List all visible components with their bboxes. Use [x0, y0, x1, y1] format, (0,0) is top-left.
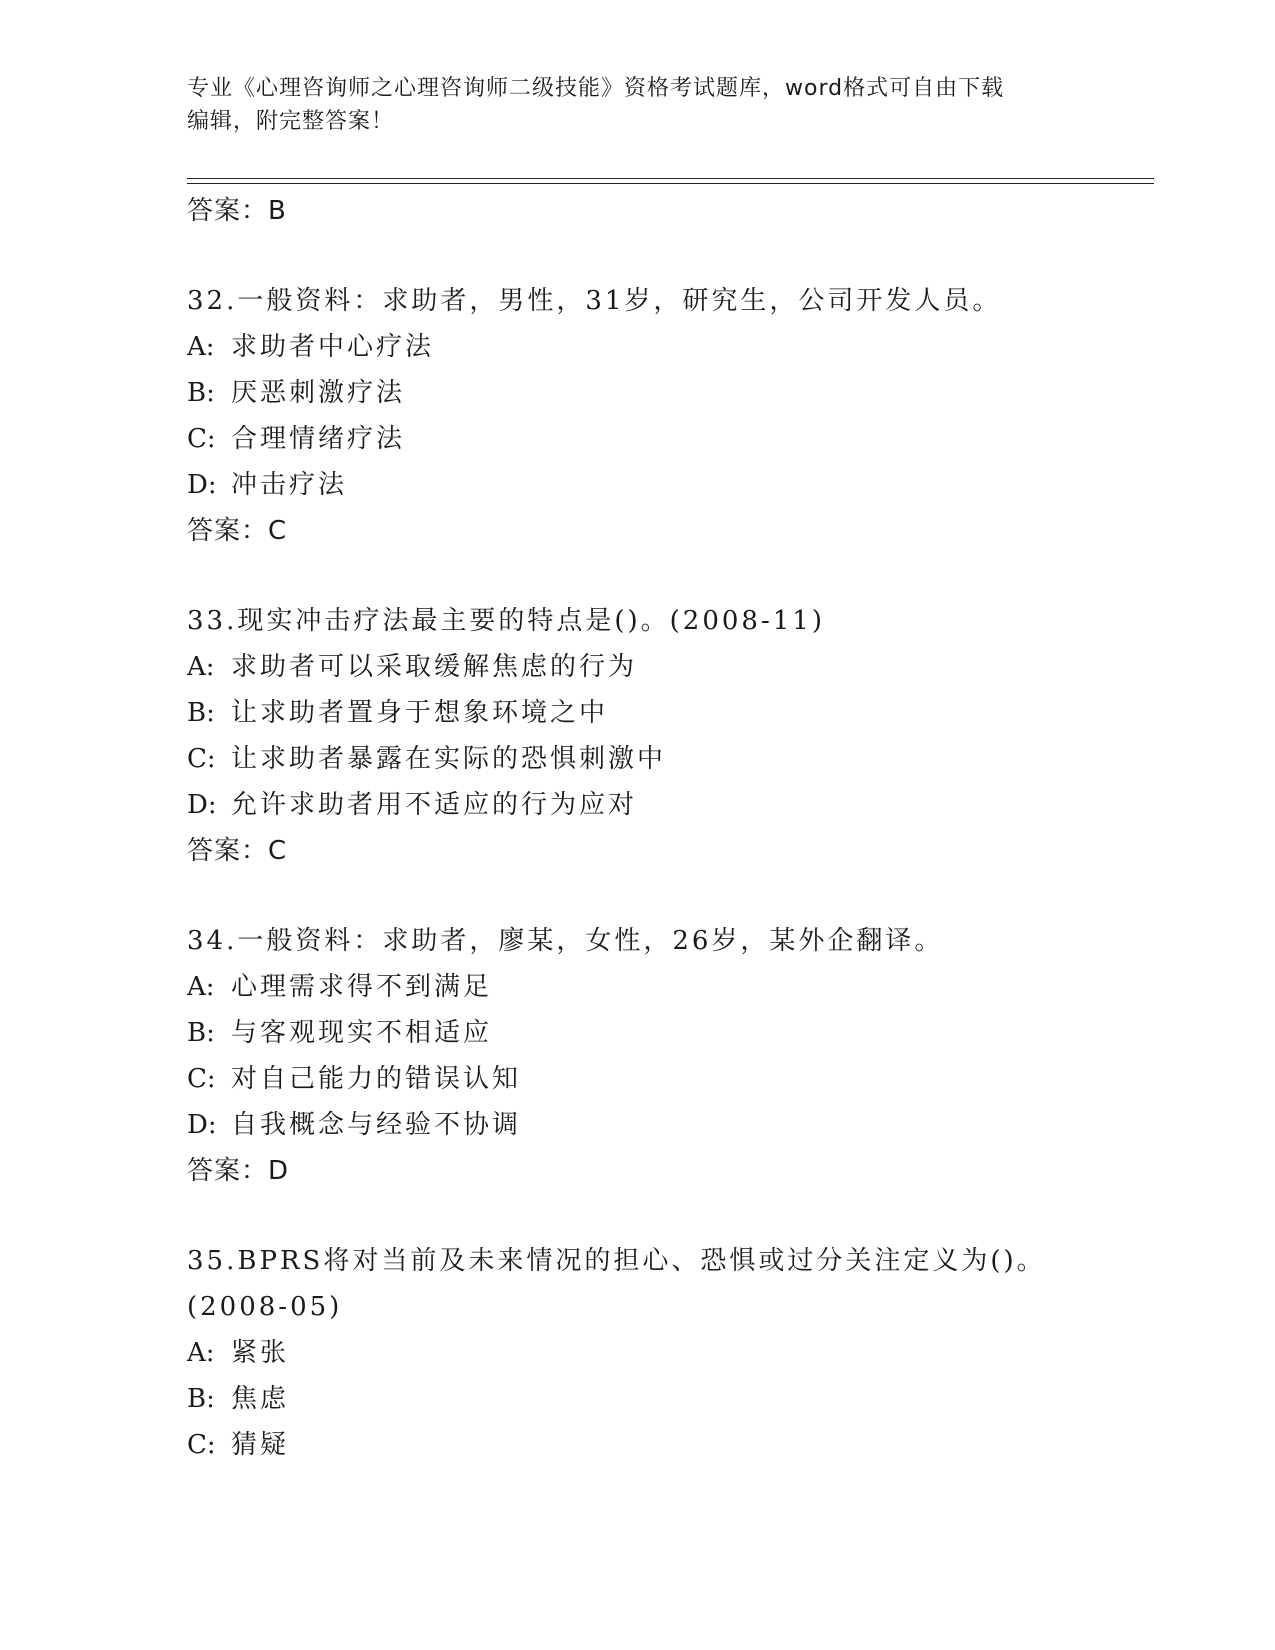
option-a: [187, 1330, 1154, 1376]
spacer: [187, 554, 1154, 598]
option-text: 求助者中心疗法: [231, 332, 435, 362]
header-line-1: 专业《心理咨询师之心理咨询师二级技能》资格考试题库，word格式可自由下载: [187, 76, 1005, 101]
option-d: [187, 782, 1154, 828]
option-letter: B:: [187, 378, 215, 408]
option-letter: C:: [187, 424, 216, 454]
option-text: 紧张: [231, 1338, 290, 1368]
option-text: 自我概念与经验不协调: [231, 1110, 522, 1140]
answer-line: 答案：B: [187, 196, 287, 226]
option-b: [187, 690, 1154, 736]
question-34: [187, 918, 1154, 1194]
spacer: [187, 874, 1154, 918]
option-a: [187, 964, 1154, 1010]
option-letter: C:: [187, 1430, 216, 1460]
question-stem-continued: (2008-05): [187, 1292, 343, 1322]
option-text: 让求助者置身于想象环境之中: [231, 698, 609, 728]
option-text: 厌恶刺激疗法: [231, 378, 406, 408]
option-letter: D:: [187, 1110, 217, 1140]
question-stem: 32.一般资料：求助者，男性，31岁，研究生，公司开发人员。: [187, 286, 1002, 316]
option-letter: B:: [187, 1384, 215, 1414]
option-b: [187, 1376, 1154, 1422]
document-body: [187, 188, 1154, 1468]
option-text: 允许求助者用不适应的行为应对: [231, 790, 638, 820]
option-c: [187, 1056, 1154, 1102]
option-b: [187, 1010, 1154, 1056]
option-letter: A:: [187, 652, 215, 682]
option-letter: B:: [187, 1018, 215, 1048]
option-text: 焦虑: [231, 1384, 290, 1414]
option-a: [187, 324, 1154, 370]
option-letter: C:: [187, 1064, 216, 1094]
option-letter: C:: [187, 744, 216, 774]
option-letter: A:: [187, 332, 215, 362]
option-text: 让求助者暴露在实际的恐惧刺激中: [231, 744, 667, 774]
option-text: 求助者可以采取缓解焦虑的行为: [231, 652, 638, 682]
option-text: 对自己能力的错误认知: [231, 1064, 522, 1094]
question-32: [187, 278, 1154, 554]
answer-line: 答案：C: [187, 516, 288, 546]
option-a: [187, 644, 1154, 690]
question-35: [187, 1238, 1154, 1468]
option-text: 与客观现实不相适应: [231, 1018, 493, 1048]
option-c: [187, 416, 1154, 462]
spacer: [187, 1194, 1154, 1238]
option-text: 心理需求得不到满足: [231, 972, 493, 1002]
answer-line: 答案：D: [187, 1156, 290, 1186]
question-33: [187, 598, 1154, 874]
option-letter: D:: [187, 470, 217, 500]
option-letter: B:: [187, 698, 215, 728]
option-d: [187, 462, 1154, 508]
header-double-rule: [187, 178, 1154, 184]
option-b: [187, 370, 1154, 416]
option-text: 猜疑: [231, 1430, 290, 1460]
question-stem: 33.现实冲击疗法最主要的特点是()。(2008-11): [187, 606, 825, 636]
answer-line: 答案：C: [187, 836, 288, 866]
spacer: [187, 234, 1154, 278]
question-stem: 35.BPRS将对当前及未来情况的担心、恐惧或过分关注定义为()。: [187, 1246, 1046, 1276]
option-text: 合理情绪疗法: [231, 424, 406, 454]
option-letter: A:: [187, 972, 215, 1002]
option-c: [187, 1422, 1154, 1468]
option-c: [187, 736, 1154, 782]
option-d: [187, 1102, 1154, 1148]
option-text: 冲击疗法: [231, 470, 348, 500]
document-header: [187, 72, 1087, 138]
option-letter: D:: [187, 790, 217, 820]
header-line-2: 编辑，附完整答案！: [187, 109, 395, 134]
question-stem: 34.一般资料：求助者，廖某，女性，26岁，某外企翻译。: [187, 926, 944, 956]
option-letter: A:: [187, 1338, 215, 1368]
